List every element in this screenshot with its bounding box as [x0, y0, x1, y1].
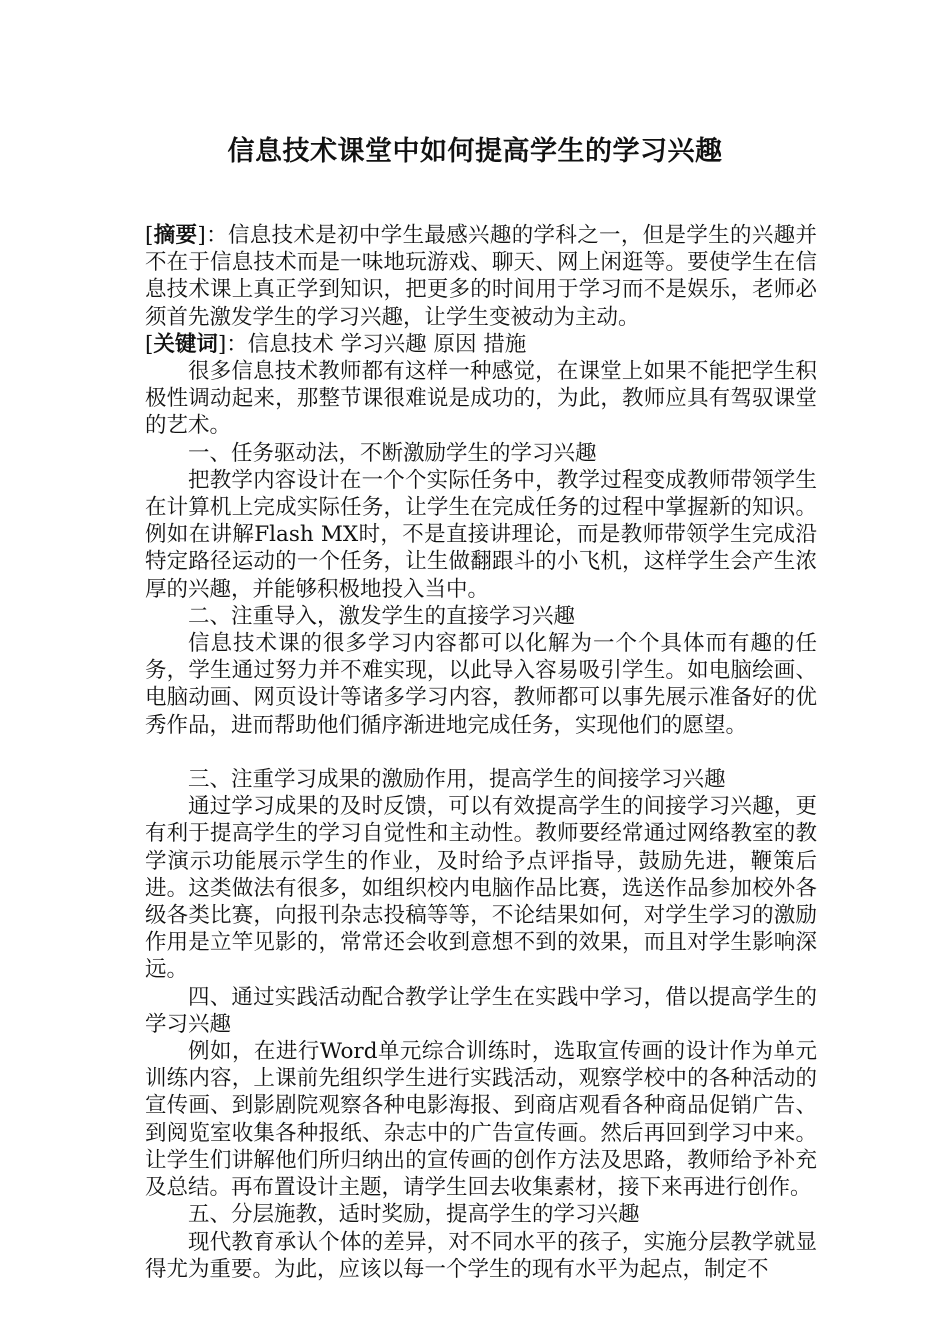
section-2-body: 信息技术课的很多学习内容都可以化解为一个个具体而有趣的任务，学生通过努力并不难实现，以此导入容易吸引学生。如电脑绘画、电脑动画、网页设计等诸多学习内容，教师都可以事先展示准备好的优秀作品，进而帮助他们循序渐进地完成任务，实现他们的愿望。 — [145, 631, 817, 738]
section-4-heading: 四、通过实践活动配合教学让学生在实践中学习，借以提高学生的学习兴趣 — [145, 984, 817, 1037]
keywords-paragraph — [145, 331, 817, 358]
section-3-heading: 三、注重学习成果的激励作用，提高学生的间接学习兴趣 — [188, 767, 726, 793]
document-title: 信息技术课堂中如何提高学生的学习兴趣 — [227, 136, 723, 167]
section-5-heading: 五、分层施教，适时奖励，提高学生的学习兴趣 — [188, 1202, 640, 1228]
abstract-paragraph — [145, 222, 817, 331]
abstract-text: ：信息技术是初中学生最感兴趣的学科之一，但是学生的兴趣并不在于信息技术而是一味地玩游戏、聊天、网上闲逛等。要使学生在信息技术课上真正学到知识，把更多的时间用于学习而不是娱乐，老师必须首先激发学生的学习兴趣，让学生变被动为主动。 — [145, 223, 817, 330]
abstract-close-bracket: ] — [197, 223, 206, 248]
section-4-body: 例如，在进行Word单元综合训练时，选取宣传画的设计作为单元训练内容，上课前先组织学生进行实践活动，观察学校中的各种活动的宣传画、到影剧院观察各种电影海报、到商店观看各种商品促销广告、到阅览室收集各种报纸、杂志中的广告宣传画。然后再回到学习中来。让学生们讲解他们所归纳出的宣传画的创作方法及思路，教师给予补充及总结。再布置设计主题，请学生回去收集素材，接下来再进行创作。 — [145, 1039, 817, 1201]
section-3-body: 通过学习成果的及时反馈，可以有效提高学生的间接学习兴趣，更有利于提高学生的学习自觉性和主动性。教师要经常通过网络教室的教学演示功能展示学生的作业，及时给予点评指导，鼓励先进，鞭策后进。这类做法有很多，如组织校内电脑作品比赛，选送作品参加校外各级各类比赛，向报刊杂志投稿等等，不论结果如何，对学生学习的激励作用是立竿见影的，常常还会收到意想不到的效果，而且对学生影响深远。 — [145, 794, 817, 983]
paragraph-spacer — [145, 739, 817, 766]
keywords-label: 关键词 — [153, 331, 218, 357]
document-body — [145, 222, 817, 1283]
abstract-open-bracket: [ — [145, 223, 154, 248]
section-2-heading: 二、注重导入，激发学生的直接学习兴趣 — [188, 603, 576, 629]
intro-paragraph: 很多信息技术教师都有这样一种感觉，在课堂上如果不能把学生积极性调动起来，那整节课很难说是成功的，为此，教师应具有驾驭课堂的艺术。 — [145, 359, 817, 439]
keywords-open-bracket: [ — [145, 331, 154, 357]
keywords-close-bracket: ] — [217, 331, 227, 357]
section-5-body: 现代教育承认个体的差异，对不同水平的孩子，实施分层教学就显得尤为重要。为此，应该以每一个学生的现有水平为起点，制定不 — [145, 1229, 817, 1282]
keywords-text: ：信息技术 学习兴趣 原因 措施 — [226, 331, 527, 357]
section-1-body: 把教学内容设计在一个个实际任务中，教学过程变成教师带领学生在计算机上完成实际任务，让学生在完成任务的过程中掌握新的知识。例如在讲解Flash MX时，不是直接讲理论，而是教师带领学生完成沿特定路径运动的一个任务，让生做翻跟斗的小飞机，这样学生会产生浓厚的兴趣，并能够积极地投入当中。 — [145, 467, 817, 602]
abstract-label: 摘要 — [153, 223, 198, 248]
section-1-heading: 一、任务驱动法，不断激励学生的学习兴趣 — [188, 440, 597, 466]
